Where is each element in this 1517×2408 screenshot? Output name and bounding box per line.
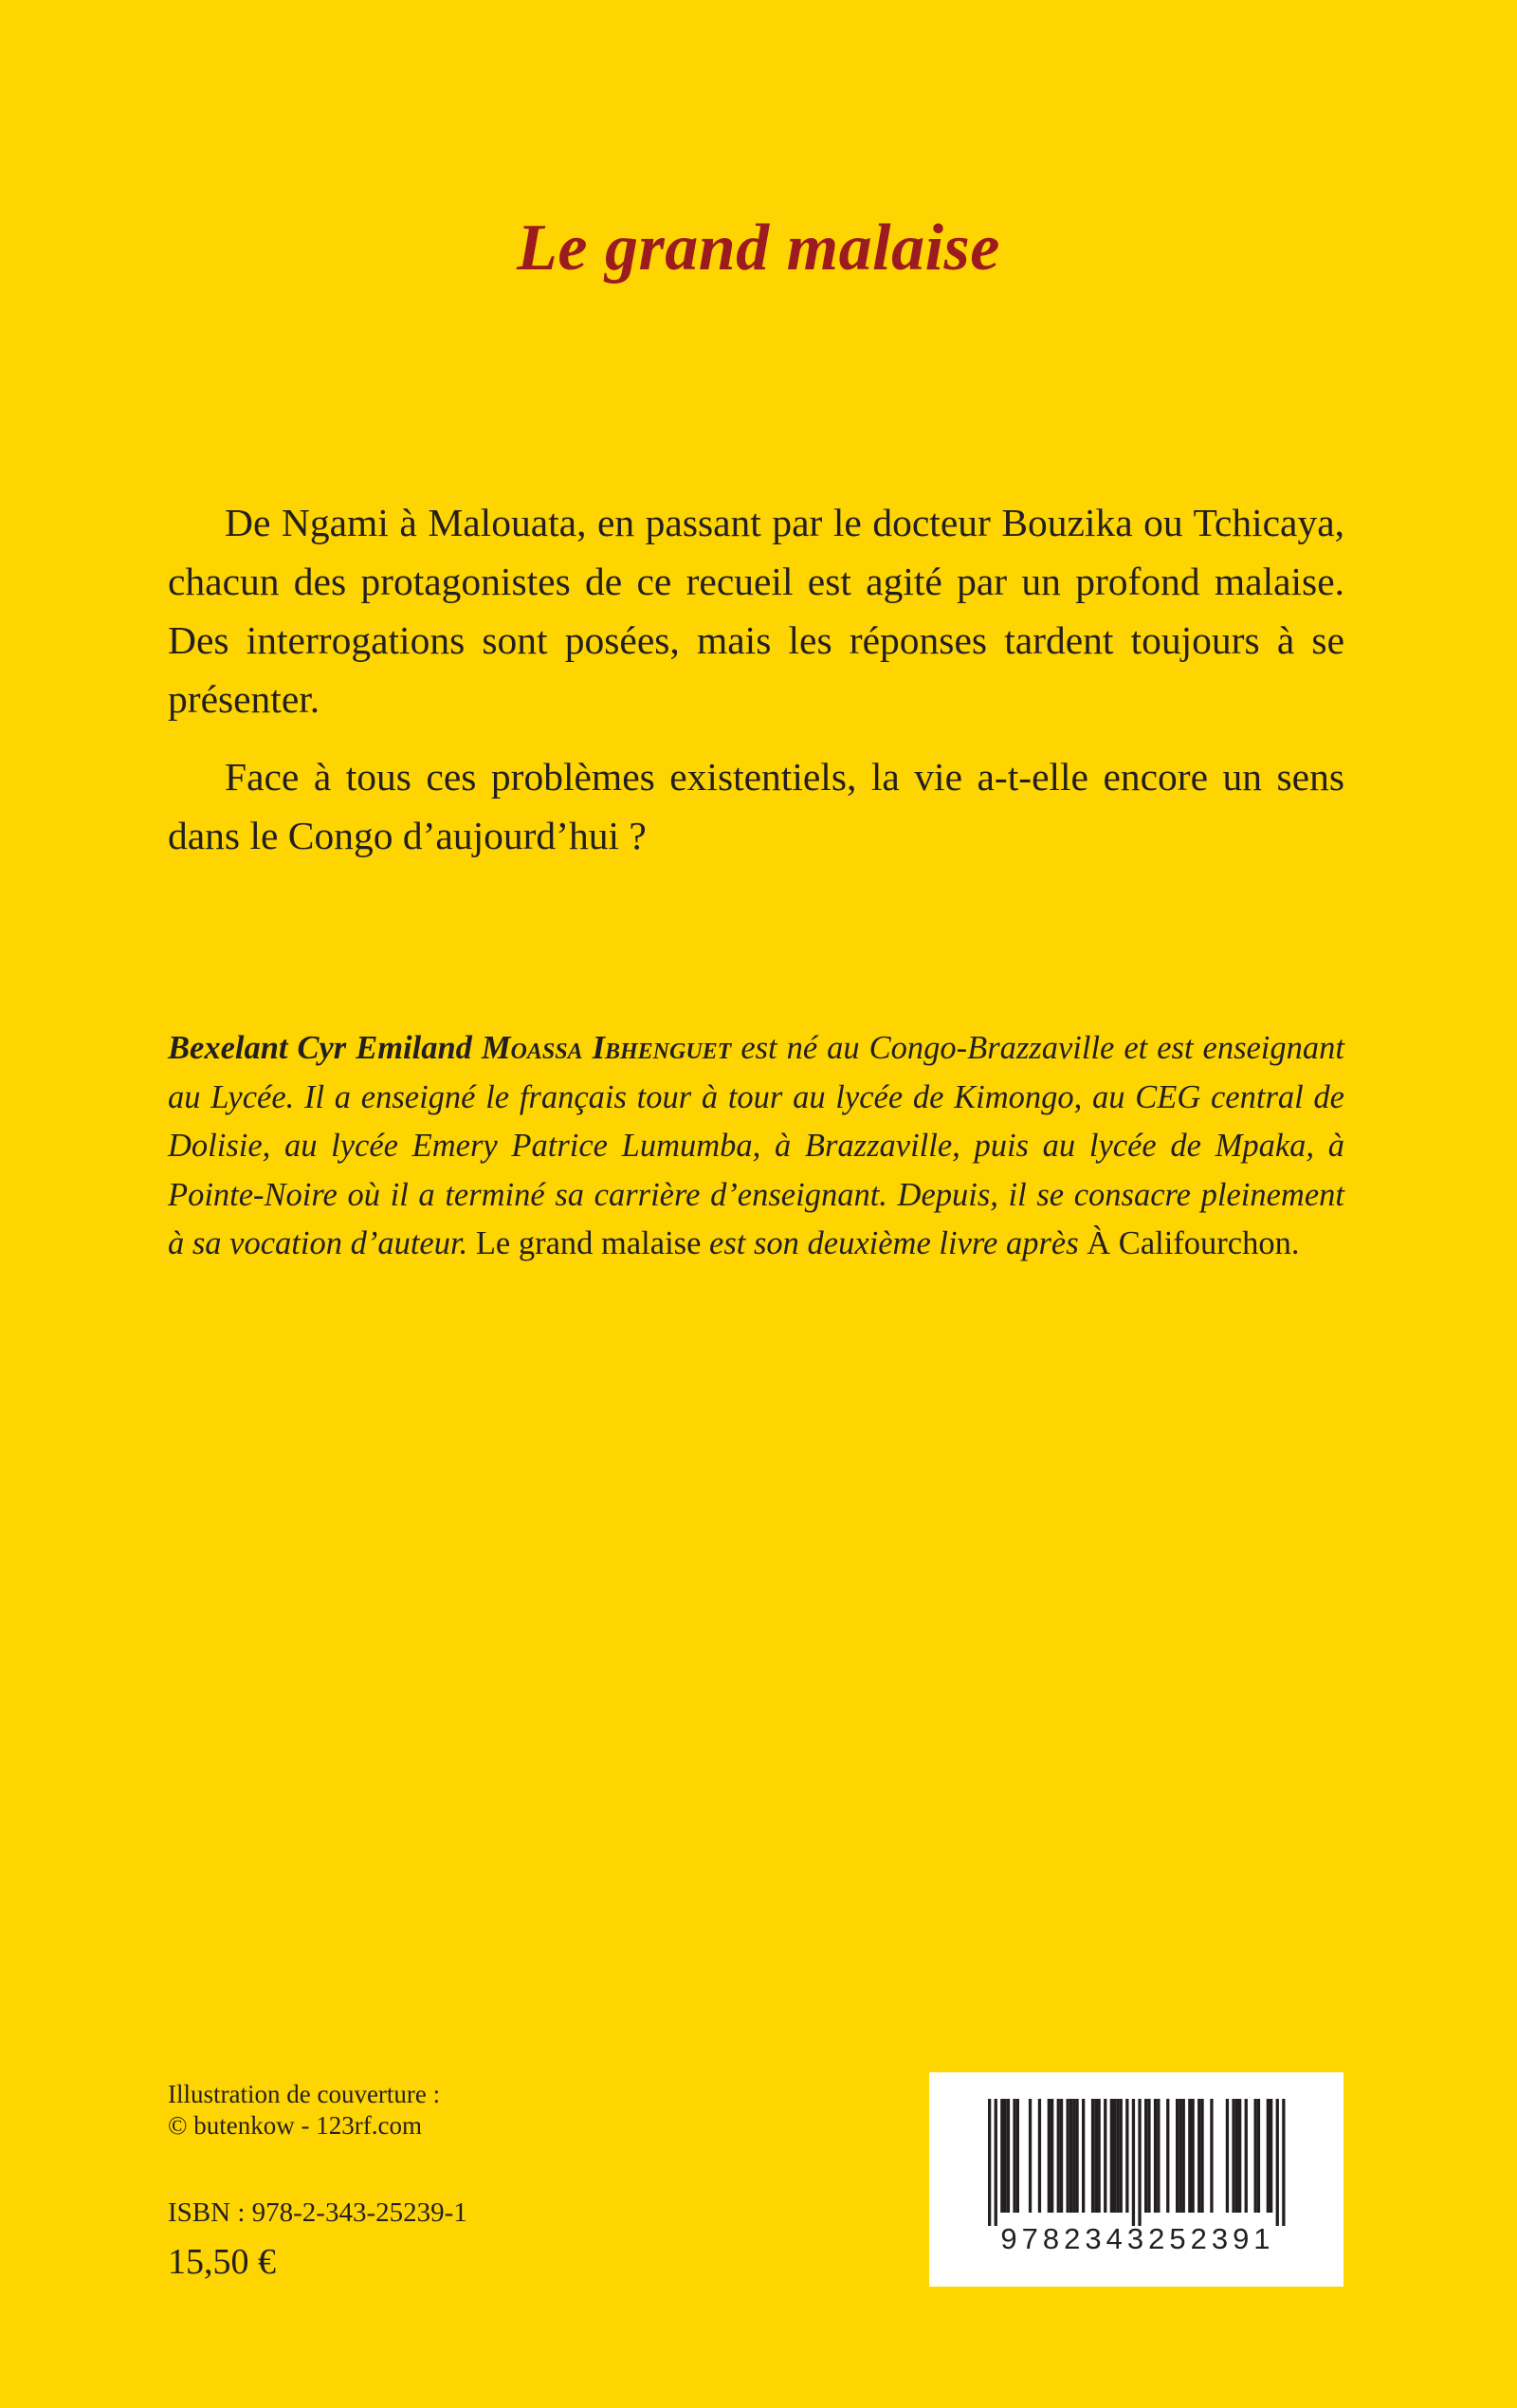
book-title: Le grand malaise [517, 211, 1000, 285]
barcode-bar [1282, 2099, 1285, 2226]
barcode-bar [1254, 2099, 1257, 2213]
barcode-bar [1192, 2099, 1195, 2213]
barcode-bar [1116, 2099, 1119, 2213]
barcode-bar [1016, 2099, 1019, 2213]
barcode-bar [1125, 2099, 1128, 2213]
barcode-bar [1154, 2099, 1157, 2213]
bio-text-1: est né au Congo-Brazzaville et est enseignant au Lycée. Il a enseigné le français tour à tour au lycée de Kimongo, au CEG central de Dolisie, au lycée Emery Patrice Lumumba, à Brazzaville, puis au lycée de Mpaka, à Pointe-Noire où il a terminé sa carrière d’enseignant. Depuis, il se consacre pleinement à sa vocation d’auteur. [168, 1030, 1344, 1261]
bio-text-2: est son deuxième livre après [701, 1225, 1087, 1261]
bio-book-title-1: Le grand malaise [475, 1225, 702, 1261]
barcode-bar [1120, 2099, 1123, 2213]
price: 15,50 € [168, 2242, 276, 2282]
barcode-bar [1276, 2099, 1279, 2226]
barcode-bar [1082, 2099, 1085, 2213]
barcode-bar [1144, 2099, 1147, 2213]
barcode-bar [1067, 2099, 1069, 2213]
barcode-bar [1013, 2099, 1015, 2213]
barcode-bar [1113, 2099, 1116, 2213]
author-bio [168, 1024, 1344, 1269]
synopsis [168, 493, 1344, 884]
barcode-bar [1110, 2099, 1113, 2213]
barcode-bar [1007, 2099, 1010, 2213]
barcode-bar [1235, 2099, 1238, 2213]
barcode-bar [1075, 2099, 1078, 2213]
barcode-bar [1098, 2099, 1101, 2213]
credits-line-2: © butenkow - 123rf.com [168, 2111, 422, 2140]
barcode-bar [1257, 2099, 1260, 2213]
barcode-bar [1210, 2099, 1213, 2213]
barcode-bar [1057, 2099, 1060, 2213]
barcode-bar [1238, 2099, 1241, 2213]
barcode-bar [1138, 2099, 1141, 2226]
illustration-credits [168, 2079, 440, 2141]
barcode-bar [1176, 2099, 1179, 2213]
barcode-bar [1069, 2099, 1072, 2213]
barcode-bar [1051, 2099, 1053, 2213]
barcode-bar [1267, 2099, 1270, 2213]
barcode-bar [1179, 2099, 1181, 2213]
barcode-bar [1104, 2099, 1106, 2213]
bio-book-title-2: À Califourchon [1087, 1225, 1291, 1261]
barcode-bar [1004, 2099, 1007, 2213]
synopsis-paragraph-2: Face à tous ces problèmes existentiels, la vie a-t-elle encore un sens dans le Congo d’aujourd’hui ? [168, 755, 1344, 857]
barcode-bar [1094, 2099, 1097, 2213]
barcode-bar [1270, 2099, 1272, 2213]
barcode-bar [1157, 2099, 1160, 2213]
barcode-bar [1232, 2099, 1234, 2213]
barcode-bar [1038, 2099, 1041, 2213]
isbn: ISBN : 978-2-343-25239-1 [168, 2197, 467, 2228]
barcode-bar [1000, 2099, 1003, 2213]
synopsis-paragraph-1: De Ngami à Malouata, en passant par le docteur Bouzika ou Tchicaya, chacun des protagonistes de ce recueil est agité par un profond malaise. Des interrogations sont posées, mais les réponses tardent toujours à se présenter. [168, 501, 1344, 721]
barcode [929, 2072, 1343, 2287]
barcode-number: 9782343252391 [1000, 2222, 1275, 2255]
barcode-bar [1245, 2099, 1248, 2213]
author-first-names: Bexelant Cyr Emiland [168, 1030, 482, 1066]
barcode-bar [1048, 2099, 1051, 2213]
bio-end: . [1290, 1225, 1300, 1261]
barcode-bar [1091, 2099, 1094, 2213]
barcode-bar [1060, 2099, 1063, 2213]
barcode-bar [1197, 2099, 1200, 2213]
barcode-bar [1226, 2099, 1229, 2213]
barcode-bar [988, 2099, 991, 2226]
barcode-bar [1188, 2099, 1191, 2213]
barcode-bar [995, 2099, 997, 2226]
barcode-bar [1132, 2099, 1135, 2226]
author-surname: Moassa Ibhenguet [481, 1030, 732, 1066]
barcode-bar [1072, 2099, 1075, 2213]
barcode-bar [1200, 2099, 1203, 2213]
credits-line-1: Illustration de couverture : [168, 2080, 441, 2108]
barcode-bar [1147, 2099, 1150, 2213]
barcode-bar [1182, 2099, 1185, 2213]
barcode-bar [1166, 2099, 1169, 2213]
barcode-bar [1029, 2099, 1032, 2213]
